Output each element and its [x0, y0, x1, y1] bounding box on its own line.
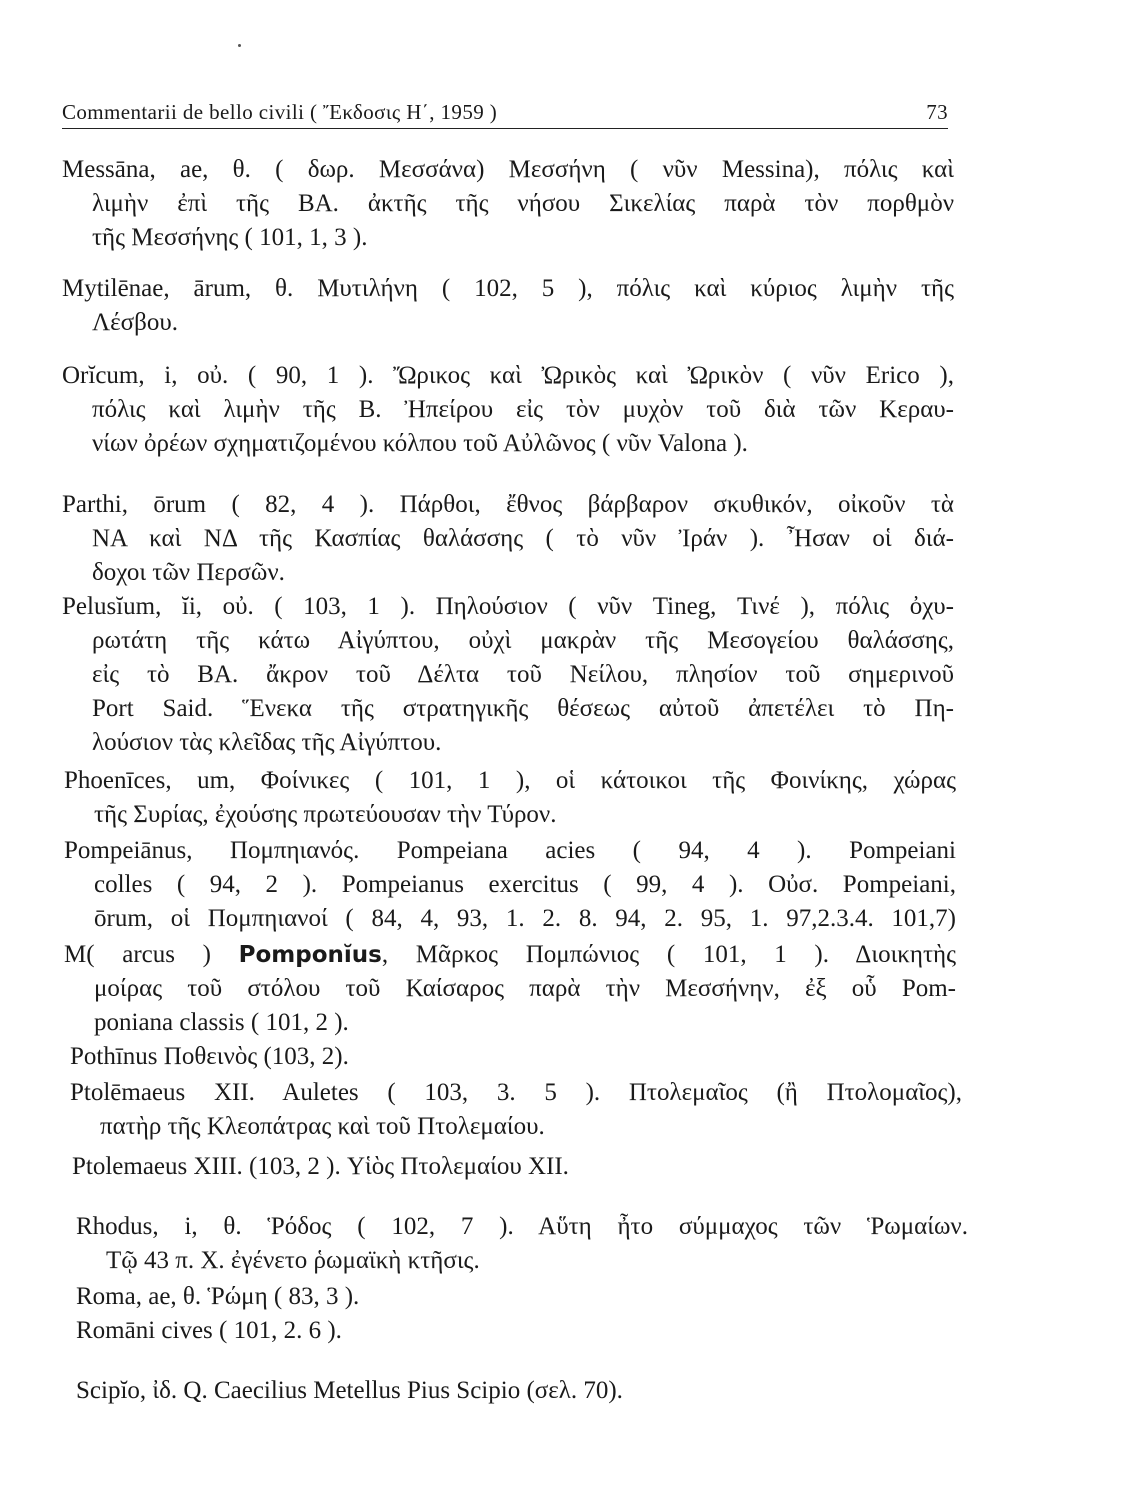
entry-pomponius [64, 938, 956, 1040]
entry-line: δοχοι τῶν Περσῶν. [92, 559, 285, 586]
entry-ptolemaeus-xiii [72, 1150, 964, 1184]
entry-phoenices [64, 764, 956, 832]
entry-oricum [62, 359, 954, 461]
entry-line: Port Said. Ἕνεκα τῆς στρατηγικῆς θέσεως αὐτοῦ ἀπετέλει τὸ Πη- [92, 695, 954, 722]
entry-romani-cives [76, 1314, 968, 1348]
entry-ptolemaeus-xii [70, 1076, 962, 1144]
entry-line: Pothīnus Ποθεινὸς (103, 2). [70, 1043, 349, 1070]
entry-rhodus [76, 1210, 968, 1278]
entry-line: Τῷ 43 π. Χ. ἐγένετο ῥωμαϊκὴ κτῆσις. [106, 1247, 480, 1274]
entry-line: λούσιον τὰς κλεῖδας τῆς Αἰγύπτου. [92, 729, 442, 756]
entry-line [64, 938, 956, 972]
entry-line: ōrum, οἱ Πομπηιανοί ( 84, 4, 93, 1. 2. 8. 94, 2. 95, 1. 97,2.3.4. 101,7) [94, 905, 956, 932]
entry-line: colles ( 94, 2 ). Pompeianus exercitus ( 99, 4 ). Οὐσ. Pompeiani, [94, 871, 956, 898]
entry-pothinus [70, 1040, 962, 1074]
entry-line: Romāni cives ( 101, 2. 6 ). [76, 1317, 342, 1344]
entry-line: μοίρας τοῦ στόλου τοῦ Καίσαρος παρὰ τὴν Μεσσήνην, ἐξ οὗ Pom- [94, 975, 956, 1002]
entry-roma [76, 1280, 968, 1314]
page-number: 73 [926, 100, 948, 124]
entry-line: πόλις καὶ λιμὴν τῆς Β. Ἠπείρου εἰς τὸν μυχὸν τοῦ διὰ τῶν Κεραυ- [92, 396, 954, 423]
entry-headword: Pomponĭus [238, 942, 382, 968]
entry-line: Phoenīces, um, Φοίνικες ( 101, 1 ), οἱ κάτοικοι τῆς Φοινίκης, χώρας [64, 767, 956, 794]
entry-line: λιμὴν ἐπὶ τῆς ΒΑ. ἀκτῆς τῆς νήσου Σικελίας παρὰ τὸν πορθμὸν [92, 190, 954, 217]
entry-line: τῆς Συρίας, ἐχούσης πρωτεύουσαν τὴν Τύρον. [94, 801, 557, 828]
entry-line: Scipĭo, ἰδ. Q. Caecilius Metellus Pius Scipio (σελ. 70). [76, 1377, 623, 1404]
entry-line-rest: , Μᾶρκος Πομπώνιος ( 101, 1 ). Διοικητὴς [381, 941, 956, 968]
entry-mytilenae [62, 272, 954, 340]
entry-line: ΝΑ καὶ ΝΔ τῆς Κασπίας θαλάσσης ( τὸ νῦν Ἰράν ). Ἦσαν οἱ διά- [92, 525, 954, 552]
entry-line: εἰς τὸ ΒΑ. ἄκρον τοῦ Δέλτα τοῦ Νείλου, πλησίον τοῦ σημερινοῦ [92, 661, 954, 688]
entry-line: Λέσβου. [92, 309, 178, 336]
header-title: Commentarii de bello civili ( Ἔκδοσις Η΄, 1959 ) [62, 100, 498, 124]
entry-messana [62, 153, 954, 255]
entry-line: τῆς Μεσσήνης ( 101, 1, 3 ). [92, 224, 368, 251]
entry-line: Roma, ae, θ. Ῥώμη ( 83, 3 ). [76, 1283, 360, 1310]
entry-line: Messāna, ae, θ. ( δωρ. Μεσσάνα) Μεσσήνη ( νῦν Messina), πόλις καὶ [62, 156, 954, 183]
entry-line: Mytilēnae, ārum, θ. Μυτιλήνη ( 102, 5 ), πόλις καὶ κύριος λιμὴν τῆς [62, 275, 954, 302]
entry-line: Orĭcum, i, οὐ. ( 90, 1 ). Ὤρικος καὶ Ὠρικὸς καὶ Ὠρικὸν ( νῦν Erico ), [62, 362, 954, 389]
entry-scipio [76, 1374, 968, 1408]
entry-line: Ptolemaeus XIII. (103, 2 ). Υἱὸς Πτολεμαίου XII. [72, 1153, 569, 1180]
entry-line: Pelusĭum, ĭi, οὐ. ( 103, 1 ). Πηλούσιον ( νῦν Tineg, Τινέ ), πόλις ὀχυ- [62, 593, 954, 620]
entry-pelusium [62, 590, 954, 760]
entry-pompeianus [64, 834, 956, 936]
entry-line: Pompeiānus, Πομπηιανός. Pompeiana acies ( 94, 4 ). Pompeiani [64, 837, 956, 864]
entry-line: Parthi, ōrum ( 82, 4 ). Πάρθοι, ἔθνος βάρβαρον σκυθικόν, οἰκοῦν τὰ [62, 491, 954, 518]
entry-line: ρωτάτη τῆς κάτω Αἰγύπτου, οὐχὶ μακρὰν τῆς Μεσογείου θαλάσσης, [92, 627, 954, 654]
entry-line: Rhodus, i, θ. Ῥόδος ( 102, 7 ). Αὕτη ἦτο σύμμαχος τῶν Ῥωμαίων. [76, 1213, 968, 1240]
entry-prefix: M( arcus ) [64, 941, 239, 968]
entry-line: poniana classis ( 101, 2 ). [94, 1009, 349, 1036]
entry-line: Ptolēmaeus XII. Auletes ( 103, 3. 5 ). Πτολεμαῖος (ἢ Πτολομαῖος), [70, 1079, 962, 1106]
entry-parthi [62, 488, 954, 590]
entry-line: πατὴρ τῆς Κλεοπάτρας καὶ τοῦ Πτολεμαίου. [100, 1113, 545, 1140]
entry-line: νίων ὀρέων σχηματιζομένου κόλπου τοῦ Αὐλῶνος ( νῦν Valona ). [92, 430, 748, 457]
